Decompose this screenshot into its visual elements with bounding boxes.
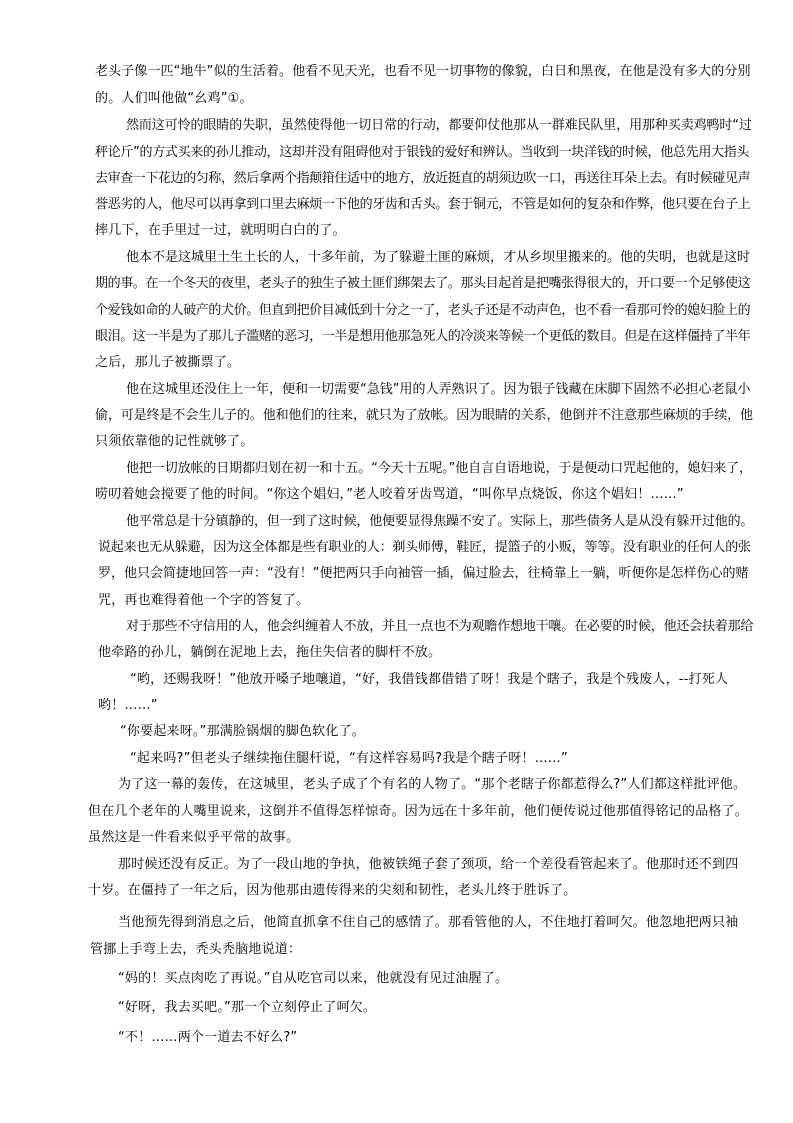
text-line: 当他预先得到消息之后，他简直抓拿不住自己的感情了。那看管他的人，不住地打着呵欠。他忽地把两只袖 [118,915,739,930]
text-line: “哟，还赐我呀！”他放开嗓子地嚷道，“好，我借钱都借错了呀！我是个瞎子，我是个残废人，--打死人 [130,672,729,687]
text-line: 说起来也无从躲避，因为这全体都是些有职业的人：剃头师傅，鞋匠，提篮子的小贩，等等。没有职业的任何人的张 [98,540,751,555]
text-line: “你要起来呀。”那满脸锅烟的脚色软化了。 [120,724,365,739]
text-line: 他把一切放帐的日期都归划在初一和十五。“今天十五呢。”他自言自语地说，于是便动口咒起他的，媳妇来了， [126,461,752,476]
text-line: 他本不是这城里土生土长的人，十多年前，为了躲避土匪的麻烦，才从乡坝里搬来的。他的失明，也就是这时 [126,250,751,265]
text-line: 罗，他只会简捷地回答一声：“没有！”便把两只手向袖管一插，偏过脸去，往椅靠上一躺，听便你是怎样伤心的赌 [98,566,749,581]
text-line: 偷，可是终是不会生儿子的。他和他们的往来，就只为了放帐。因为眼睛的关系，他倒并不注意那些麻烦的手续，他 [95,408,753,423]
text-line: 秤论斤”的方式买来的孙儿推动，这却并没有阻碍他对于银钱的爱好和辨认。当收到一块洋钱的时候，他总先用大指头 [95,145,750,160]
text-line: 为了这一幕的轰传，在这城里，老头子成了个有名的人物了。“那个老瞎子你都惹得么?”人们都这样批评他。 [118,777,747,792]
text-line: 他牵路的孙儿，躺倒在泥地上去，拖住失信者的脚杆不放。 [98,645,442,660]
text-line: 去审查一下花边的匀称，然后拿两个指颠箝住适中的地方，放近挺直的胡须边吹一口，再送往耳朵上去。有时候碰见声 [95,171,751,186]
text-line: 的。人们叫他做“幺鸡”①。 [95,91,253,106]
text-line: 眼泪。这一半是为了那儿子滥赌的恶习，一半是想用他那急死人的冷淡来等候一个更低的数目。但是在这样僵持了半年 [95,329,751,344]
text-line: 咒，再也难得着他一个字的答复了。 [98,593,310,608]
text-line: 虽然这是一件看来似乎平常的故事。 [88,830,300,845]
text-line: 誉恶劣的人，他尽可以再拿到口里去麻烦一下他的牙齿和舌头。套于铜元，不管是如何的复杂和作弊，他只要在台子上 [95,197,751,212]
text-line: 哟！……” [98,698,158,713]
text-line: “好呀，我去买吧。”那一个立刻停止了呵欠。 [118,1000,377,1015]
text-line: 管挪上手弯上去，秃头秃脑地说道： [90,942,302,957]
text-line: 期的事。在一个冬天的夜里，老头子的独生子被土匪们绑架去了。那头目起首是把嘴张得很大的，开口要一个足够使这 [95,276,751,291]
text-line: 唠叨着她会搅要了他的时间。“你这个娼妇，”老人咬着牙齿骂道，“叫你早点烧饭，你这个娼妇！……” [95,487,684,502]
text-line: 十岁。在僵持了一年之后，因为他那由遗传得来的尖刻和韧性，老头儿终于胜诉了。 [88,883,577,898]
text-line: “不！……两个一道去不好么?” [118,1030,298,1045]
text-line: 但在几个老年的人嘴里说来，这倒并不值得怎样惊奇。因为远在十多年前，他们便传说过他那值得铭记的品格了。 [88,804,749,819]
text-line: 之后，那儿子被撕票了。 [95,355,241,370]
text-line: 然而这可怜的眼睛的失职，虽然使得他一切日常的行动，都要仰仗他那从一群难民队里，用那种买卖鸡鸭时“过 [126,118,752,133]
text-line: “起来吗?”但老头子继续拖住腿杆说，“有这样容易吗?我是个瞎子呀！……” [130,751,568,766]
text-line: 只须依靠他的记性就够了。 [95,434,254,449]
text-line: “妈的！买点肉吃了再说。”自从吃官司以来，他就没有见过油腥了。 [118,971,509,986]
text-line: 他在这城里还没住上一年，便和一切需要“急钱”用的人弄熟识了。因为银子钱藏在床脚下固然不必担心老鼠小 [126,382,751,397]
text-line: 对于那些不守信用的人，他会纠缠着人不放，并且一点也不为观瞻作想地干嚷。在必要的时候，他还会扶着那给 [126,619,754,634]
text-line: 那时候还没有反正。为了一段山地的争执，他被铁绳子套了颈项，给一个差役看管起来了。他那时还不到四 [118,857,739,872]
text-line: 他平常总是十分镇静的，但一到了这时候，他便要显得焦躁不安了。实际上，那些债务人是从没有躲开过他的。 [126,514,754,529]
text-line: 个爱钱如命的人破产的犬价。但直到把价目减低到十分之一了，老头子还是不动声色，也不看一看那可怜的媳妇脸上的 [95,303,751,318]
text-line: 老头子像一匹“地牛”似的生活着。他看不见天光，也看不见一切事物的像貌，白日和黑夜，在他是没有多大的分别 [95,64,751,79]
text-line: 摔几下，在手里过一过，就明明白白的了。 [95,223,346,238]
